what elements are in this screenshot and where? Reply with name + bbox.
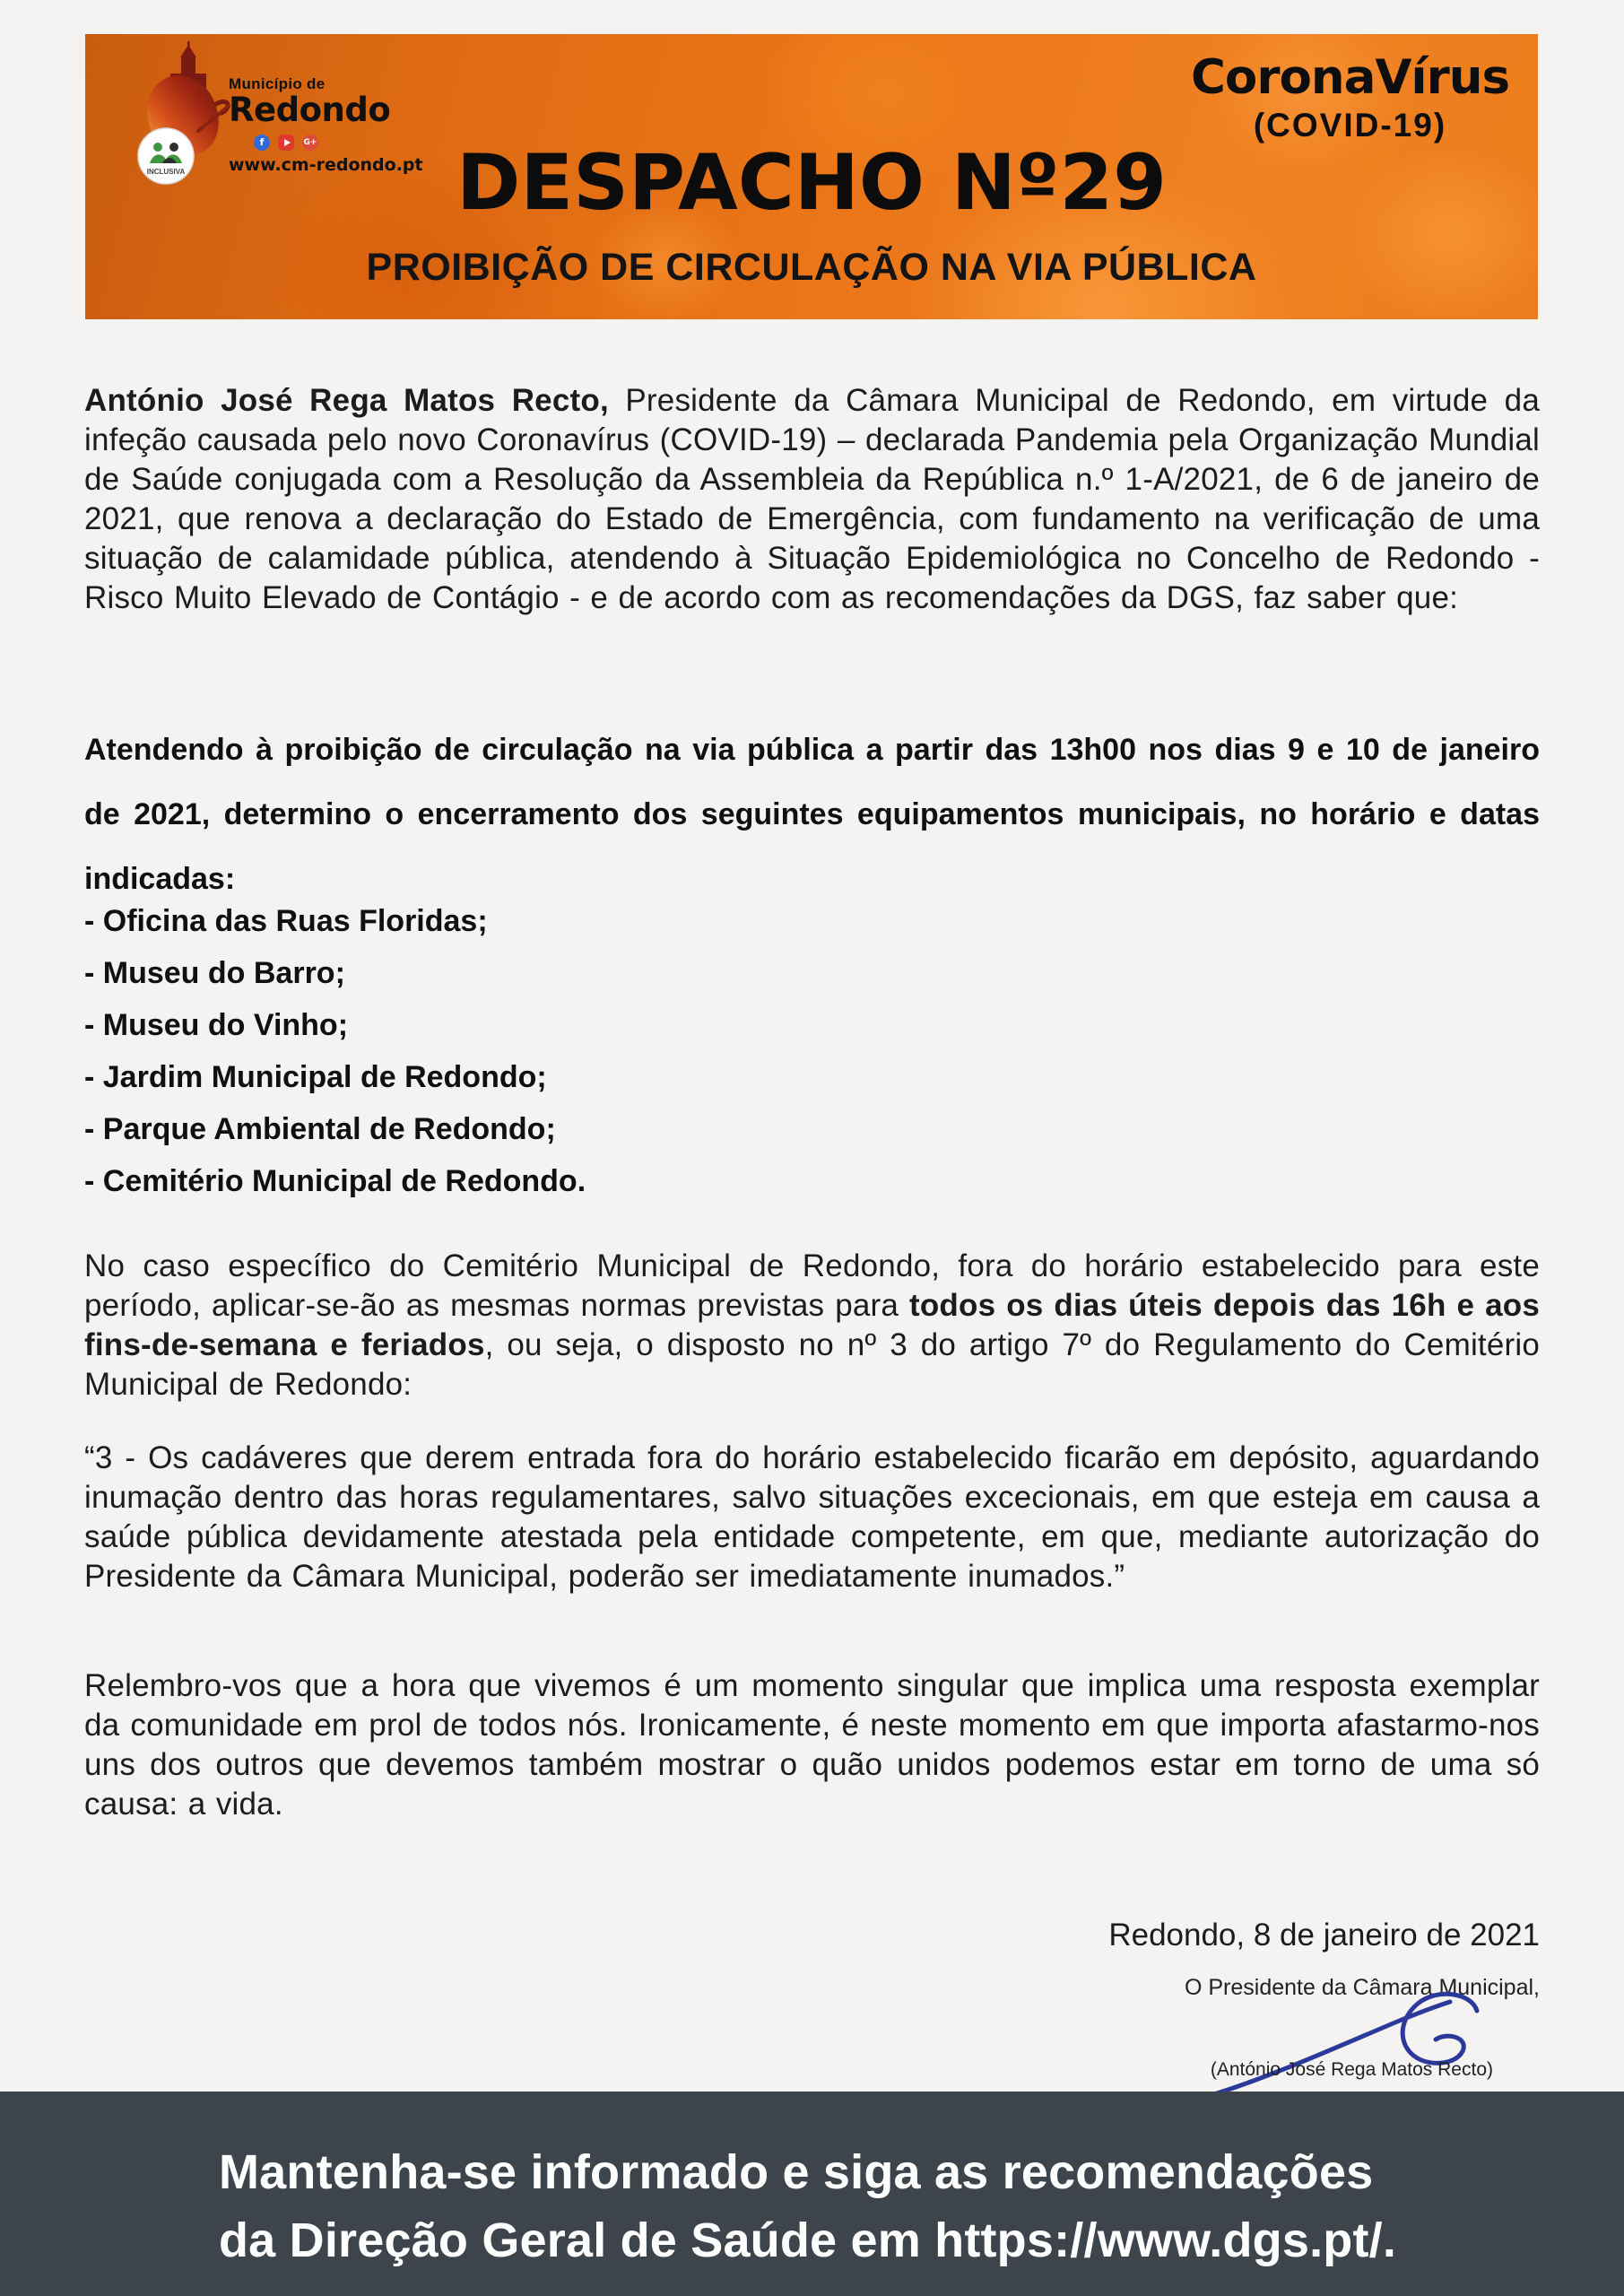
corona-subtitle: (COVID-19) <box>1253 107 1447 144</box>
cemetery-bold-text: todos os dias úteis depois das 16h e aos fins-de-semana e feriados <box>84 1288 1541 1362</box>
badge-label: INCLUSIVA <box>146 168 186 176</box>
closure-item: - Museu do Barro; <box>84 956 345 990</box>
closure-item: - Parque Ambiental de Redondo; <box>84 1112 556 1146</box>
regulation-quote-paragraph: “3 - Os cadáveres que derem entrada fora do horário estabelecido ficarão em depósito, aguardando inumação dentro das horas regulamentares, salvo situações excecionais, em que esteja em causa a saúde pública devidamente atestada pela entidade competente, em que, mediante autorização do Presidente da Câmara Municipal, poderão ser imediatamente inumados.” <box>84 1440 1540 1594</box>
despacho-subtitle: PROIBIÇÃO DE CIRCULAÇÃO NA VIA PÚBLICA <box>366 246 1257 289</box>
cemetery-paragraph <box>84 1247 1540 1405</box>
despacho-title: DESPACHO Nº29 <box>456 138 1168 228</box>
signatory-name-line: (António José Rega Matos Recto) <box>1210 2059 1493 2080</box>
cemetery-text-1: No caso específico do Cemitério Municipal de Redondo, fora do horário estabelecido para este período, aplicar-se-ão as mesmas normas previstas para <box>84 1248 1540 1323</box>
signatory-role-line: O Presidente da Câmara Municipal, <box>1184 1975 1540 2000</box>
closures-list <box>84 895 1540 1207</box>
closure-item: - Cemitério Municipal de Redondo. <box>84 1164 586 1198</box>
website-url: www.cm-redondo.pt <box>229 154 423 175</box>
closure-item: - Jardim Municipal de Redondo; <box>84 1060 547 1094</box>
closure-item: - Oficina das Ruas Floridas; <box>84 904 488 938</box>
closing-paragraph: Relembro-vos que a hora que vivemos é um momento singular que implica uma resposta exemplar da comunidade em prol de todos nós. Ironicamente, é neste momento em que importa afastarmo-nos uns dos outros que devemos também mostrar o quão unidos podemos estar em torno de uma só causa: a vida. <box>84 1668 1540 1822</box>
municipality-name-line1: Município de <box>229 75 326 92</box>
footer-line-1: Mantenha-se informado e siga as recomendações <box>219 2145 1374 2199</box>
municipality-name-line2: Redondo <box>229 91 391 129</box>
corona-block <box>1191 50 1509 144</box>
header-banner <box>85 34 1538 319</box>
corona-title: CoronaVírus <box>1191 50 1509 105</box>
intro-paragraph <box>84 381 1540 618</box>
intro-paragraph-text: Presidente da Câmara Municipal de Redondo, em virtude da infeção causada pelo novo Coronavírus (COVID-19) – declarada Pandemia pela Organização Mundial de Saúde conjugada com a Resolução da Assembleia da República n.º 1-A/2021, de 6 de janeiro de 2021, que renova a declaração do Estado de Emergência, com fundamento na verificação de uma situação de calamidade pública, atendendo à Situação Epidemiológica no Concelho de Redondo - Risco Muito Elevado de Contágio - e de acordo com as recomendações da DGS, faz saber que: <box>84 383 1540 615</box>
closure-item: - Museu do Vinho; <box>84 1008 349 1042</box>
footer-message <box>0 2092 1624 2274</box>
determination-paragraph: Atendendo à proibição de circulação na via pública a partir das 13h00 nos dias 9 e 10 de janeiro de 2021, determino o encerramento dos seguintes equipamentos municipais, no horário e datas indicadas: <box>84 733 1540 896</box>
date-line: Redondo, 8 de janeiro de 2021 <box>1108 1918 1540 1952</box>
google-plus-icon: G+ <box>302 135 318 151</box>
cemetery-text-2: , ou seja, o disposto no nº 3 do artigo 7º do Regulamento do Cemitério Municipal de Redondo: <box>84 1327 1541 1402</box>
intro-signatory-name: António José Rega Matos Recto, <box>84 383 609 418</box>
footer-banner <box>0 2092 1624 2296</box>
footer-line-2: da Direção Geral de Saúde em https://www.dgs.pt/. <box>219 2213 1397 2267</box>
facebook-icon: f <box>254 135 270 151</box>
